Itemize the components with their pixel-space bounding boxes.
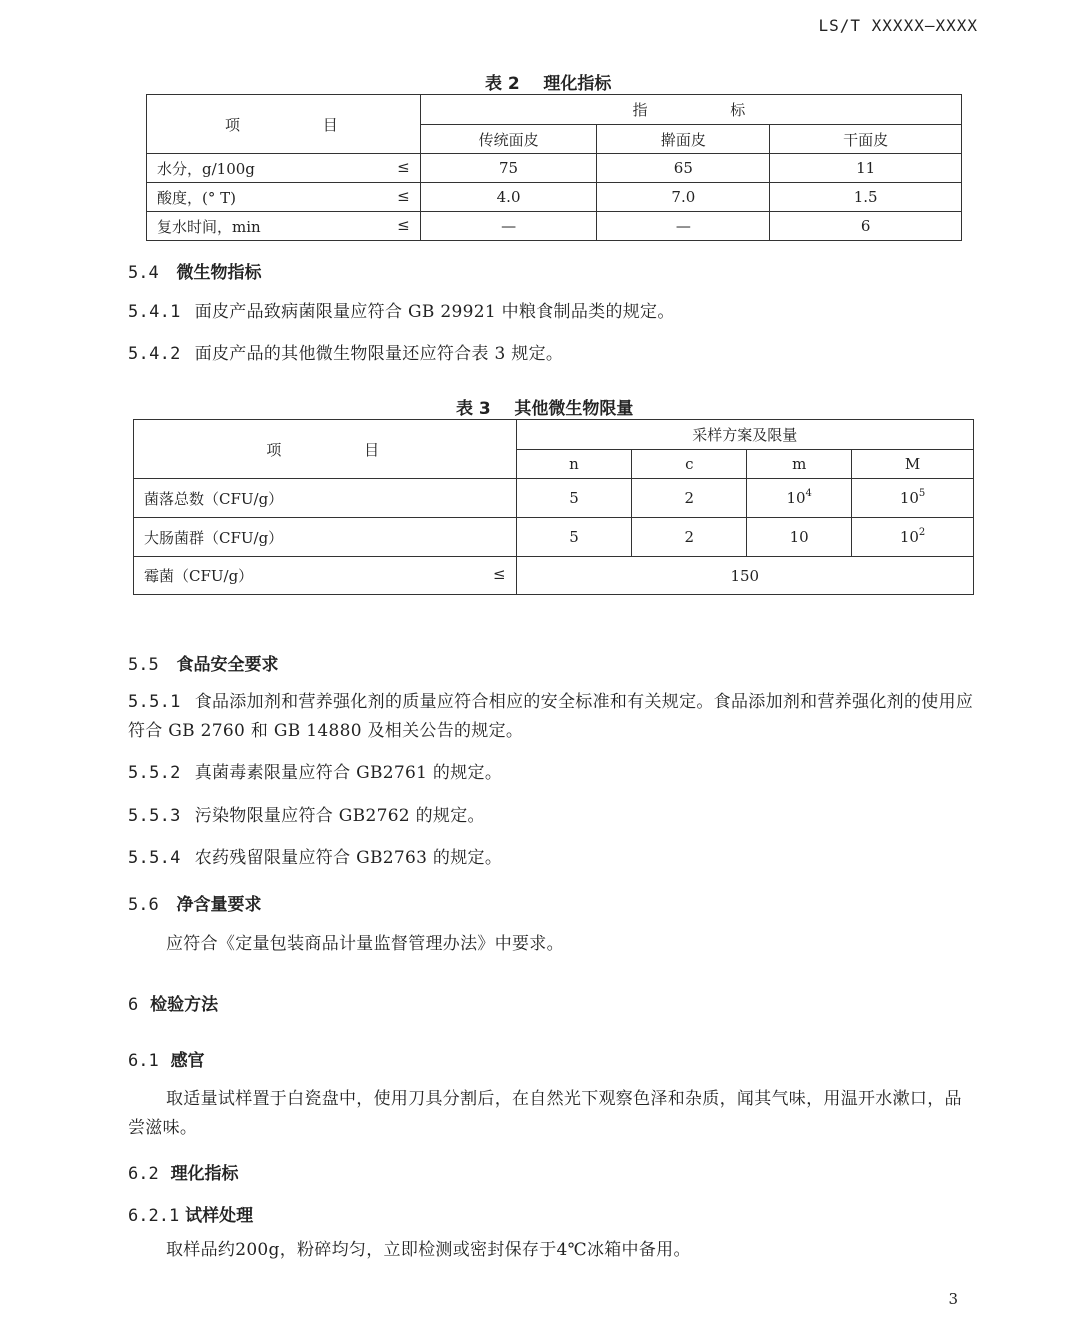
paragraph-5-4-1: 5.4.1 面皮产品致病菌限量应符合 GB 29921 中粮食制品类的规定。 bbox=[128, 302, 675, 322]
table-cell: 1.5 bbox=[770, 183, 962, 212]
table3-col-header: m bbox=[747, 450, 852, 479]
paragraph-5-5-2: 5.5.2 真菌毒素限量应符合 GB2761 的规定。 bbox=[128, 763, 503, 783]
table-cell: 11 bbox=[770, 154, 962, 183]
row-label: 菌落总数（CFU/g） bbox=[134, 479, 517, 518]
table3-col-header: c bbox=[632, 450, 747, 479]
table-cell: 6 bbox=[770, 212, 962, 241]
table-cell: 7.0 bbox=[597, 183, 770, 212]
section-heading-6: 6 检验方法 bbox=[128, 995, 219, 1015]
section-heading-6-2-1: 6.2.1 试样处理 bbox=[128, 1206, 254, 1226]
paragraph-5-5-3: 5.5.3 污染物限量应符合 GB2762 的规定。 bbox=[128, 806, 485, 826]
section-heading-6-1: 6.1 感官 bbox=[128, 1051, 205, 1071]
table2-title: 表 2 理化指标 bbox=[485, 74, 612, 94]
table3-col-header: n bbox=[516, 450, 632, 479]
table-cell: 75 bbox=[420, 154, 597, 183]
table3 bbox=[133, 419, 974, 595]
table-cell: 2 bbox=[632, 479, 747, 518]
table2-item-header: 项 目 bbox=[147, 95, 421, 154]
table-cell: 5 bbox=[516, 518, 632, 557]
table3-sampling-header: 采样方案及限量 bbox=[516, 420, 973, 450]
table-cell: $10^4$ bbox=[747, 479, 852, 518]
row-label: 霉菌（CFU/g） ≤ bbox=[134, 557, 517, 595]
document-code: LS/T XXXXX—XXXX bbox=[818, 16, 978, 35]
row-label: 水分，g/100g ≤ bbox=[147, 154, 421, 183]
row-label: 酸度，(° T) ≤ bbox=[147, 183, 421, 212]
paragraph-6-1: 取适量试样置于白瓷盘中，使用刀具分割后，在自然光下观察色泽和杂质，闻其气味，用温开水漱口，品尝滋味。 bbox=[128, 1089, 962, 1138]
table-cell: 65 bbox=[597, 154, 770, 183]
paragraph-5-5-1: 5.5.1 食品添加剂和营养强化剂的质量应符合相应的安全标准和有关规定。食品添加剂和营养强化剂的使用应符合 GB 2760 和 GB 14880 及相关公告的规定。 bbox=[128, 692, 974, 741]
table-cell: $10^2$ bbox=[852, 518, 974, 557]
table-cell: 4.0 bbox=[420, 183, 597, 212]
row-label: 复水时间，min ≤ bbox=[147, 212, 421, 241]
paragraph-5-4-2: 5.4.2 面皮产品的其他微生物限量还应符合表 3 规定。 bbox=[128, 344, 564, 364]
table-cell: $10^5$ bbox=[852, 479, 974, 518]
table-cell: 2 bbox=[632, 518, 747, 557]
table2 bbox=[146, 94, 962, 241]
table-cell: 5 bbox=[516, 479, 632, 518]
page-number: 3 bbox=[948, 1290, 958, 1308]
paragraph-5-5-4: 5.5.4 农药残留限量应符合 GB2763 的规定。 bbox=[128, 848, 503, 868]
table3-col-header: M bbox=[852, 450, 974, 479]
table-cell: 150 bbox=[516, 557, 973, 595]
table3-title: 表 3 其他微生物限量 bbox=[456, 399, 634, 419]
section-heading-5-5: 5.5 食品安全要求 bbox=[128, 655, 279, 675]
table-row bbox=[134, 479, 974, 518]
table2-col-header: 擀面皮 bbox=[597, 125, 770, 154]
table-cell: — bbox=[420, 212, 597, 241]
table-cell: — bbox=[597, 212, 770, 241]
table2-col-header: 干面皮 bbox=[770, 125, 962, 154]
paragraph-6-2-1: 取样品约200g，粉碎均匀，立即检测或密封保存于4℃冰箱中备用。 bbox=[166, 1240, 691, 1260]
table2-index-header: 指 标 bbox=[420, 95, 961, 125]
table2-col-header: 传统面皮 bbox=[420, 125, 597, 154]
paragraph-5-6: 应符合《定量包装商品计量监督管理办法》中要求。 bbox=[166, 934, 564, 954]
table-row bbox=[134, 557, 974, 595]
table-row bbox=[134, 518, 974, 557]
table3-item-header: 项 目 bbox=[134, 420, 517, 479]
row-label: 大肠菌群（CFU/g） bbox=[134, 518, 517, 557]
table-cell: 10 bbox=[747, 518, 852, 557]
table-row bbox=[147, 212, 962, 241]
table-row bbox=[147, 154, 962, 183]
section-heading-5-6: 5.6 净含量要求 bbox=[128, 895, 262, 915]
section-heading-5-4: 5.4 微生物指标 bbox=[128, 263, 262, 283]
section-heading-6-2: 6.2 理化指标 bbox=[128, 1164, 239, 1184]
table-row bbox=[147, 183, 962, 212]
